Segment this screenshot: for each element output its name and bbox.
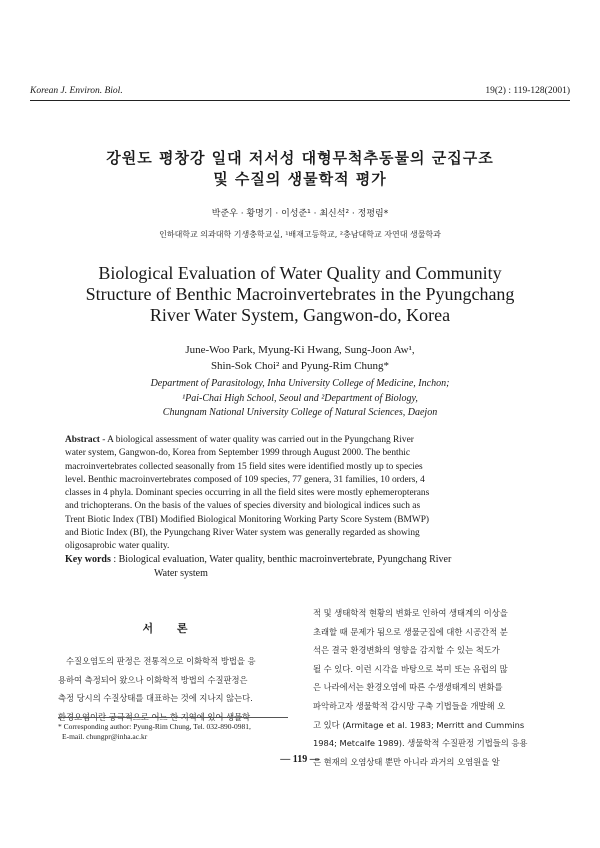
body-line: 적 및 생태학적 현황의 변화로 인하여 생태계의 이상을 [313, 608, 508, 618]
section-heading: 서 론 [142, 622, 188, 635]
english-authors [0, 342, 600, 374]
author-line: Shin-Sok Choi² and Pyung-Rim Chung* [210, 360, 390, 372]
body-line: 파악하고자 생물학적 감시망 구축 기법들을 개발해 오 [313, 700, 506, 711]
korean-title [0, 148, 600, 190]
body-line: 고 있다 (Armitage et al. 1983; Merritt and Cummins [313, 719, 525, 730]
footnote-line: * Corresponding author: Pyung-Rim Chung, Tel. 032-890-0981, [58, 722, 251, 731]
abstract-line: - A biological assessment of water quality was carried out in the Pyungchang River [99, 435, 414, 445]
abstract [65, 434, 535, 554]
citation: 19(2) : 119-128(2001) [485, 86, 570, 96]
author-line: June-Woo Park, Myung-Ki Hwang, Sung-Joon Aw¹, [185, 344, 415, 356]
korean-title-line: 강원도 평창강 일대 저서성 대형무척추동물의 군집구조 [106, 149, 494, 167]
body-line: 용하여 측정되어 왔으나 이화학적 방법의 수질판정은 [58, 674, 248, 685]
english-title-line: Biological Evaluation of Water Quality and Community [98, 263, 502, 283]
keywords-text: Water system [154, 567, 208, 579]
abstract-line: oligosaprobic water quality. [65, 541, 170, 552]
left-column [58, 652, 256, 726]
english-title-line: Structure of Benthic Macroinvertebrates in the Pyungchang [85, 284, 515, 304]
body-line: 초래할 때 문제가 됨으로 생물군집에 대한 시공간적 분 [313, 626, 508, 637]
body-line: 환경오염이란 궁극적으로 어느 한 지역에 있어 생물학 [58, 711, 251, 722]
abstract-line: Trent Biotic Index (TBI) Modified Biological Monitoring Working Party Score System (BMWP) [65, 514, 430, 525]
header-rule [30, 100, 570, 101]
abstract-line: level. Benthic macroinvertebrates composed of 109 species, 77 genera, 31 families, 10 orders, 4 [65, 474, 425, 485]
footnote-line: E-mail. chungpr@inha.ac.kr [62, 732, 148, 741]
abstract-line: water system, Gangwon-do, Korea from September 1999 through August 2000. The benthic [65, 448, 411, 459]
abstract-label: Abstract [65, 435, 100, 445]
abstract-line: and Biotic Index (BI), the Pyungchang River Water system was generally regarded as showing [65, 528, 420, 539]
footnote [58, 722, 251, 742]
korean-title-line: 및 수질의 생물학적 평가 [213, 170, 387, 188]
affiliation-line: ¹Pai-Chai High School, Seoul and ²Department of Biology, [182, 392, 418, 404]
abstract-line: macroinvertebrates collected seasonally from 15 field sites were identified mostly up to species [65, 461, 423, 472]
body-line: 은 나라에서는 환경오염에 따른 수생생태계의 변화를 [313, 682, 503, 693]
abstract-line: classes in 4 phyla. Dominant species occurring in all the field sites were mostly ephemeropterans [65, 488, 430, 499]
body-line: 수질오염도의 판정은 전통적으로 이화학적 방법을 응 [66, 656, 256, 666]
english-affiliation [0, 377, 600, 421]
journal-name: Korean J. Environ. Biol. [30, 86, 123, 96]
affiliation-line: Chungnam National University College of Natural Sciences, Daejon [162, 407, 438, 418]
keywords-label: Key words [65, 554, 111, 565]
affiliation-line: Department of Parasitology, Inha University College of Medicine, Inchon; [150, 378, 450, 389]
body-line: 은 현재의 오염상태 뿐만 아니라 과거의 오염원을 알 [313, 756, 500, 767]
footnote-rule [58, 717, 288, 718]
korean-affiliation: 인하대학교 의과대학 기생충학교실, ¹배재고등학교, ²충남대학교 자연대 생물학과 [159, 230, 441, 239]
body-line: 1984; Metcalfe 1989). 생물학적 수질판정 기법들의 응용 [313, 738, 528, 749]
body-line: 측정 당시의 수질상태를 대표하는 것에 지나지 않는다. [58, 693, 253, 704]
english-title-line: River Water System, Gangwon-do, Korea [149, 305, 451, 325]
keywords-text: : Biological evaluation, Water quality, benthic macroinvertebrate, Pyungchang River [110, 554, 452, 565]
abstract-line: and trichopterans. On the basis of the values of species diversity and biological indices such as [65, 501, 421, 512]
korean-authors: 박준우 · 황명기 · 이성준¹ · 최신석² · 정평림* [211, 209, 389, 219]
page-number: — 119 — [280, 754, 320, 765]
body-line: 될 수 있다. 이런 시각을 바탕으로 북미 또는 유럽의 많 [313, 663, 508, 674]
body-line: 석은 결국 환경변화의 영향을 감지할 수 있는 척도가 [313, 645, 500, 656]
right-column [313, 604, 527, 771]
english-title [0, 263, 600, 326]
keywords [65, 553, 535, 580]
